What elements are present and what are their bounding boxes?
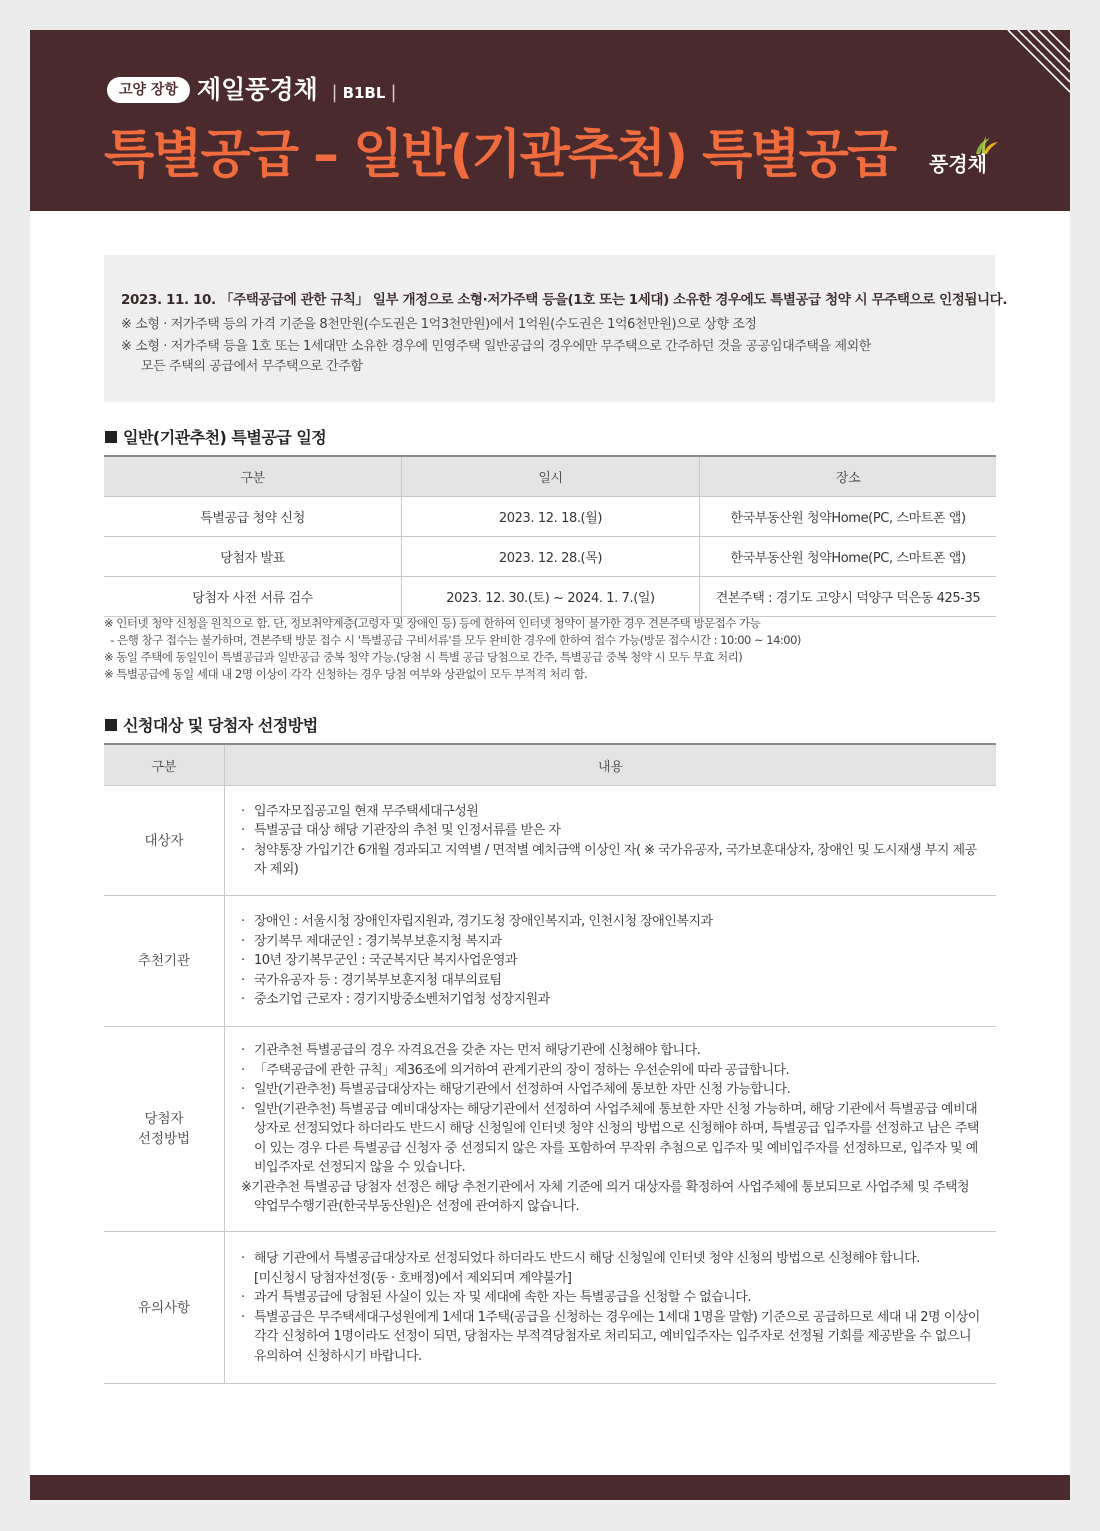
section-title-eligibility (105, 713, 318, 736)
row-content (225, 786, 997, 896)
section-title-text: 일반(기관추천) 특별공급 일정 (123, 428, 327, 447)
row-label-line: 당첨자 (144, 1111, 184, 1127)
square-bullet-icon (105, 719, 117, 731)
row-content (225, 1027, 997, 1232)
table-cell: 2023. 12. 18.(월) (402, 497, 700, 537)
notice-lead: 2023. 11. 10. 「주택공급에 관한 규칙」 일부 개정으로 소형·저가주택 등을(1호 또는 1세대) 소유한 경우에도 특별공급 청약 시 무주택으로 인정됩니다. (121, 292, 1008, 308)
list-item: · 장애인 : 서울시청 장애인자립지원과, 경기도청 장애인복지과, 인천시청 장애인복지과 (241, 912, 980, 932)
list-item: · 청약통장 가입기간 6개월 경과되고 지역별 / 면적별 예치금액 이상인 자( ※ 국가유공자, 국가보훈대상자, 장애인 및 도시재생 부지 제공자 제외) (241, 841, 980, 880)
row-label: 대상자 (104, 786, 225, 896)
section-title-text: 신청대상 및 당첨자 선정방법 (123, 716, 318, 735)
list-item (241, 1249, 980, 1288)
reference-note: ※기관추천 특별공급 당첨자 선정은 해당 추천기관에서 자체 기준에 의거 대상자를 확정하여 사업주체에 통보되므로 사업주체 및 주택청약업무수행기관(한국부동산원)은 선정에 관여하지 않습니다. (241, 1179, 970, 1215)
list-item: · 입주자모집공고일 현재 무주택세대구성원 (241, 802, 980, 822)
list-item: · 국가유공자 등 : 경기북부보훈지청 대부의료팀 (241, 971, 980, 991)
list-item: · 일반(기관추천) 특별공급대상자는 해당기관에서 선정하여 사업주체에 통보한 자만 신청 가능합니다. (241, 1080, 980, 1100)
notice-note-2-cont: 모든 주택의 공급에서 무주택으로 간주함 (141, 359, 363, 374)
schedule-table (104, 455, 996, 617)
schedule-notes (104, 615, 801, 683)
list-item-subtext: [미신청시 당첨자선정(동 · 호배정)에서 제외되며 계약불가] (254, 1270, 572, 1286)
list-item: · 중소기업 근로자 : 경기지방중소벤처기업청 성장지원과 (241, 990, 980, 1010)
schedule-note: ※ 특별공급에 동일 세대 내 2명 이상이 각각 신청하는 경우 당첨 여부와 상관없이 모두 부적격 처리 함. (104, 667, 588, 681)
project-name (197, 70, 402, 106)
eligibility-table (104, 743, 996, 1384)
location-badge: 고양 장항 (107, 77, 190, 103)
table-cell: 2023. 12. 30.(토) ~ 2024. 1. 7.(일) (402, 577, 700, 617)
table-row-target (104, 786, 996, 896)
table-row (104, 537, 996, 577)
block-code: B1BL (342, 84, 386, 102)
table-cell: 견본주택 : 경기도 고양시 덕양구 덕은동 425-35 (700, 577, 997, 617)
table-row-agency (104, 896, 996, 1027)
square-bullet-icon (105, 431, 117, 443)
section-title-schedule (105, 425, 326, 448)
schedule-note: - 은행 창구 접수는 불가하며, 견본주택 방문 접수 시 '특별공급 구비서류'를 모두 완비한 경우에 한하여 접수 가능(방문 접수시간 : 10:00 ~ 14:00) (104, 633, 801, 647)
list-item: · 기관추천 특별공급의 경우 자격요건을 갖춘 자는 먼저 해당기관에 신청해야 합니다. (241, 1041, 980, 1061)
column-header: 일시 (402, 456, 700, 497)
table-header-row (104, 456, 996, 497)
table-cell: 한국부동산원 청약Home(PC, 스마트폰 앱) (700, 497, 997, 537)
list-item: · 10년 장기복무군인 : 국군복지단 복지사업운영과 (241, 951, 980, 971)
row-content (225, 1232, 997, 1384)
table-cell: 특별공급 청약 신청 (104, 497, 402, 537)
notice-box (104, 255, 1008, 402)
table-cell: 2023. 12. 28.(목) (402, 537, 700, 577)
list-item: · 특별공급 대상 해당 기관장의 추천 및 인정서류를 받은 자 (241, 821, 980, 841)
page-title: 특별공급 – 일반(기관추천) 특별공급 (104, 125, 896, 185)
notice-note-1: ※ 소형 · 저가주택 등의 가격 기준을 8천만원(수도권은 1억3천만원)에서 1억원(수도권은 1억6천만원)으로 상향 조정 (121, 317, 757, 332)
row-label: 추천기관 (104, 896, 225, 1027)
column-header: 장소 (700, 456, 997, 497)
row-label: 유의사항 (104, 1232, 225, 1384)
table-cell: 한국부동산원 청약Home(PC, 스마트폰 앱) (700, 537, 997, 577)
column-header: 구분 (104, 744, 225, 786)
list-item: · 「주택공급에 관한 규칙」제36조에 의거하여 관계기관의 장이 정하는 우선순위에 따라 공급합니다. (241, 1061, 980, 1081)
row-label-line: 선정방법 (137, 1131, 191, 1147)
project-title: 제일풍경채 (197, 75, 318, 104)
schedule-note: ※ 동일 주택에 동일인이 특별공급과 일반공급 중복 청약 가능.(당첨 시 특별 공급 당첨으로 간주, 특별공급 중복 청약 시 모두 무효 처리) (104, 650, 743, 664)
list-item: · 특별공급은 무주택세대구성원에게 1세대 1주택(공급을 신청하는 경우에는 1세대 1명을 말함) 기준으로 공급하므로 세대 내 2명 이상이 각각 신청하여 1명이라도 선정이 되면, 당첨자는 부적격당첨자로 처리되고, 예비입주자는 입주자로 선정될 기회를 제공받을 수 없으니 유의하여 신청하시기 바랍니다. (241, 1308, 980, 1367)
table-cell: 당첨자 발표 (104, 537, 402, 577)
table-row-selection (104, 1027, 996, 1232)
row-label (104, 1027, 225, 1232)
column-header: 내용 (225, 744, 997, 786)
row-content (225, 896, 997, 1027)
divider: | (331, 82, 338, 103)
table-row (104, 577, 996, 617)
list-item-text: 해당 기관에서 특별공급대상자로 선정되었다 하더라도 반드시 해당 신청일에 인터넷 청약 신청의 방법으로 신청해야 합니다. (254, 1251, 920, 1266)
list-item: · 과거 특별공급에 당첨된 사실이 있는 자 및 세대에 속한 자는 특별공급을 신청할 수 없습니다. (241, 1288, 980, 1308)
table-row-caution (104, 1232, 996, 1384)
decorative-stripes (970, 30, 1070, 130)
table-cell: 당첨자 사전 서류 검수 (104, 577, 402, 617)
page (30, 30, 1070, 1500)
list-item: · 장기복무 제대군인 : 경기북부보훈지청 복지과 (241, 932, 980, 952)
footer-bar (30, 1475, 1070, 1500)
schedule-note: ※ 인터넷 청약 신청을 원칙으로 함. 단, 정보취약계층(고령자 및 장애인 등) 등에 한하여 인터넷 청약이 불가한 경우 견본주택 방문접수 가능 (104, 616, 761, 630)
list-item: · 일반(기관추천) 특별공급 예비대상자는 해당기관에서 선정하여 사업주체에 통보한 자만 신청 가능하며, 해당 기관에서 특별공급 예비대상자로 선정되었다 하더라도 반드시 해당 신청일에 인터넷 청약 신청의 방법으로 신청해야 하며, 특별공급 입주자를 선정하고 남은 주택이 있는 경우 다른 특별공급 신청자 중 선정되지 않은 자를 포함하여 무작위 추첨으로 입주자 및 예비입주자를 선정하므로, 입주자 및 예비입주자로 선정되지 않을 수 있습니다. (241, 1100, 980, 1178)
notice-note-2: ※ 소형 · 저가주택 등을 1호 또는 1세대만 소유한 경우에 민영주택 일반공급의 경우에만 무주택으로 간주하던 것을 공공임대주택을 제외한 (121, 339, 871, 354)
table-row (104, 497, 996, 537)
table-header-row (104, 744, 996, 786)
brand-logo: 풍경채 (929, 152, 987, 176)
divider: | (390, 82, 397, 103)
header-banner (30, 30, 1070, 211)
column-header: 구분 (104, 456, 402, 497)
